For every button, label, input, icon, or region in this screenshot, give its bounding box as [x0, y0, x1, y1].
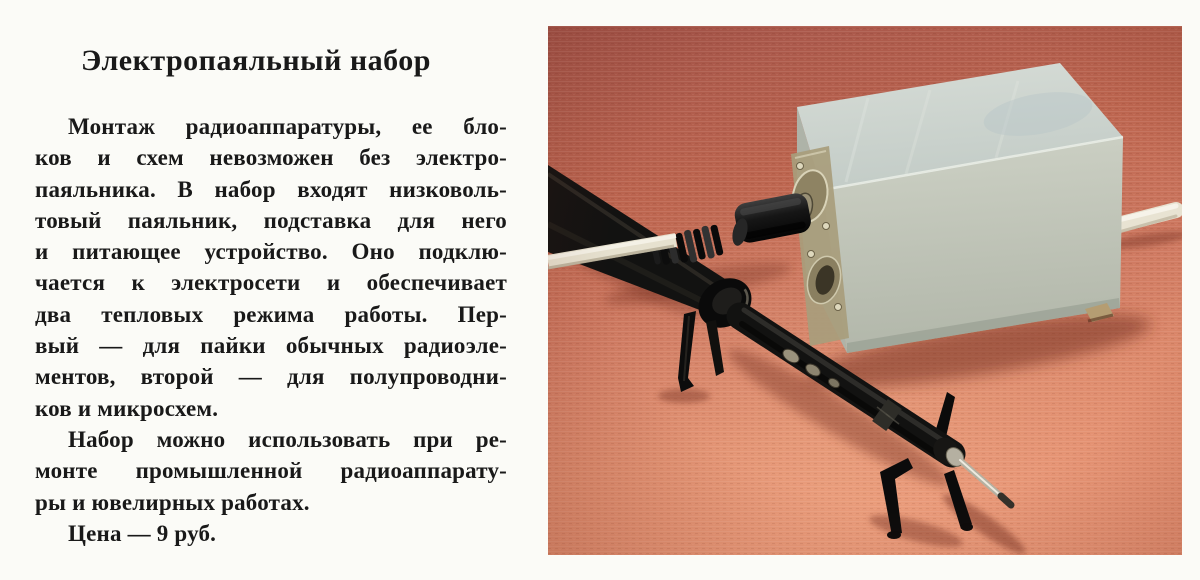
- text-line: ков и схем невозможен без электро-: [35, 145, 507, 171]
- text-line: Цена — 9 руб.: [68, 520, 217, 546]
- text-line: вый — для пайки обычных радиоэле-: [35, 333, 507, 359]
- article-body: [35, 111, 507, 549]
- text-line: ков и микросхем.: [35, 395, 219, 421]
- text-line: два тепловых режима работы. Пер-: [35, 301, 507, 327]
- text-line: ры и ювелирных работах.: [35, 489, 310, 515]
- text-line: монте промышленной радиоаппарату-: [35, 458, 507, 484]
- article-title: Электропаяльный набор: [81, 44, 431, 77]
- article: [35, 44, 507, 549]
- text-line: товый паяльник, подставка для него: [35, 207, 507, 233]
- product-photo: [548, 26, 1182, 555]
- photo-vignette: [548, 26, 1182, 555]
- text-line: ментов, второй — для полупроводни-: [35, 364, 507, 390]
- text-line: Набор можно использовать при ре-: [68, 426, 507, 452]
- text-line: паяльника. В набор входят низковоль-: [35, 176, 507, 202]
- text-line: Монтаж радиоаппаратуры, ее бло-: [68, 114, 507, 139]
- text-line: чается к электросети и обеспечивает: [35, 270, 507, 296]
- product-photo-illustration: [548, 26, 1182, 555]
- text-line: и питающее устройство. Оно подклю-: [35, 239, 507, 265]
